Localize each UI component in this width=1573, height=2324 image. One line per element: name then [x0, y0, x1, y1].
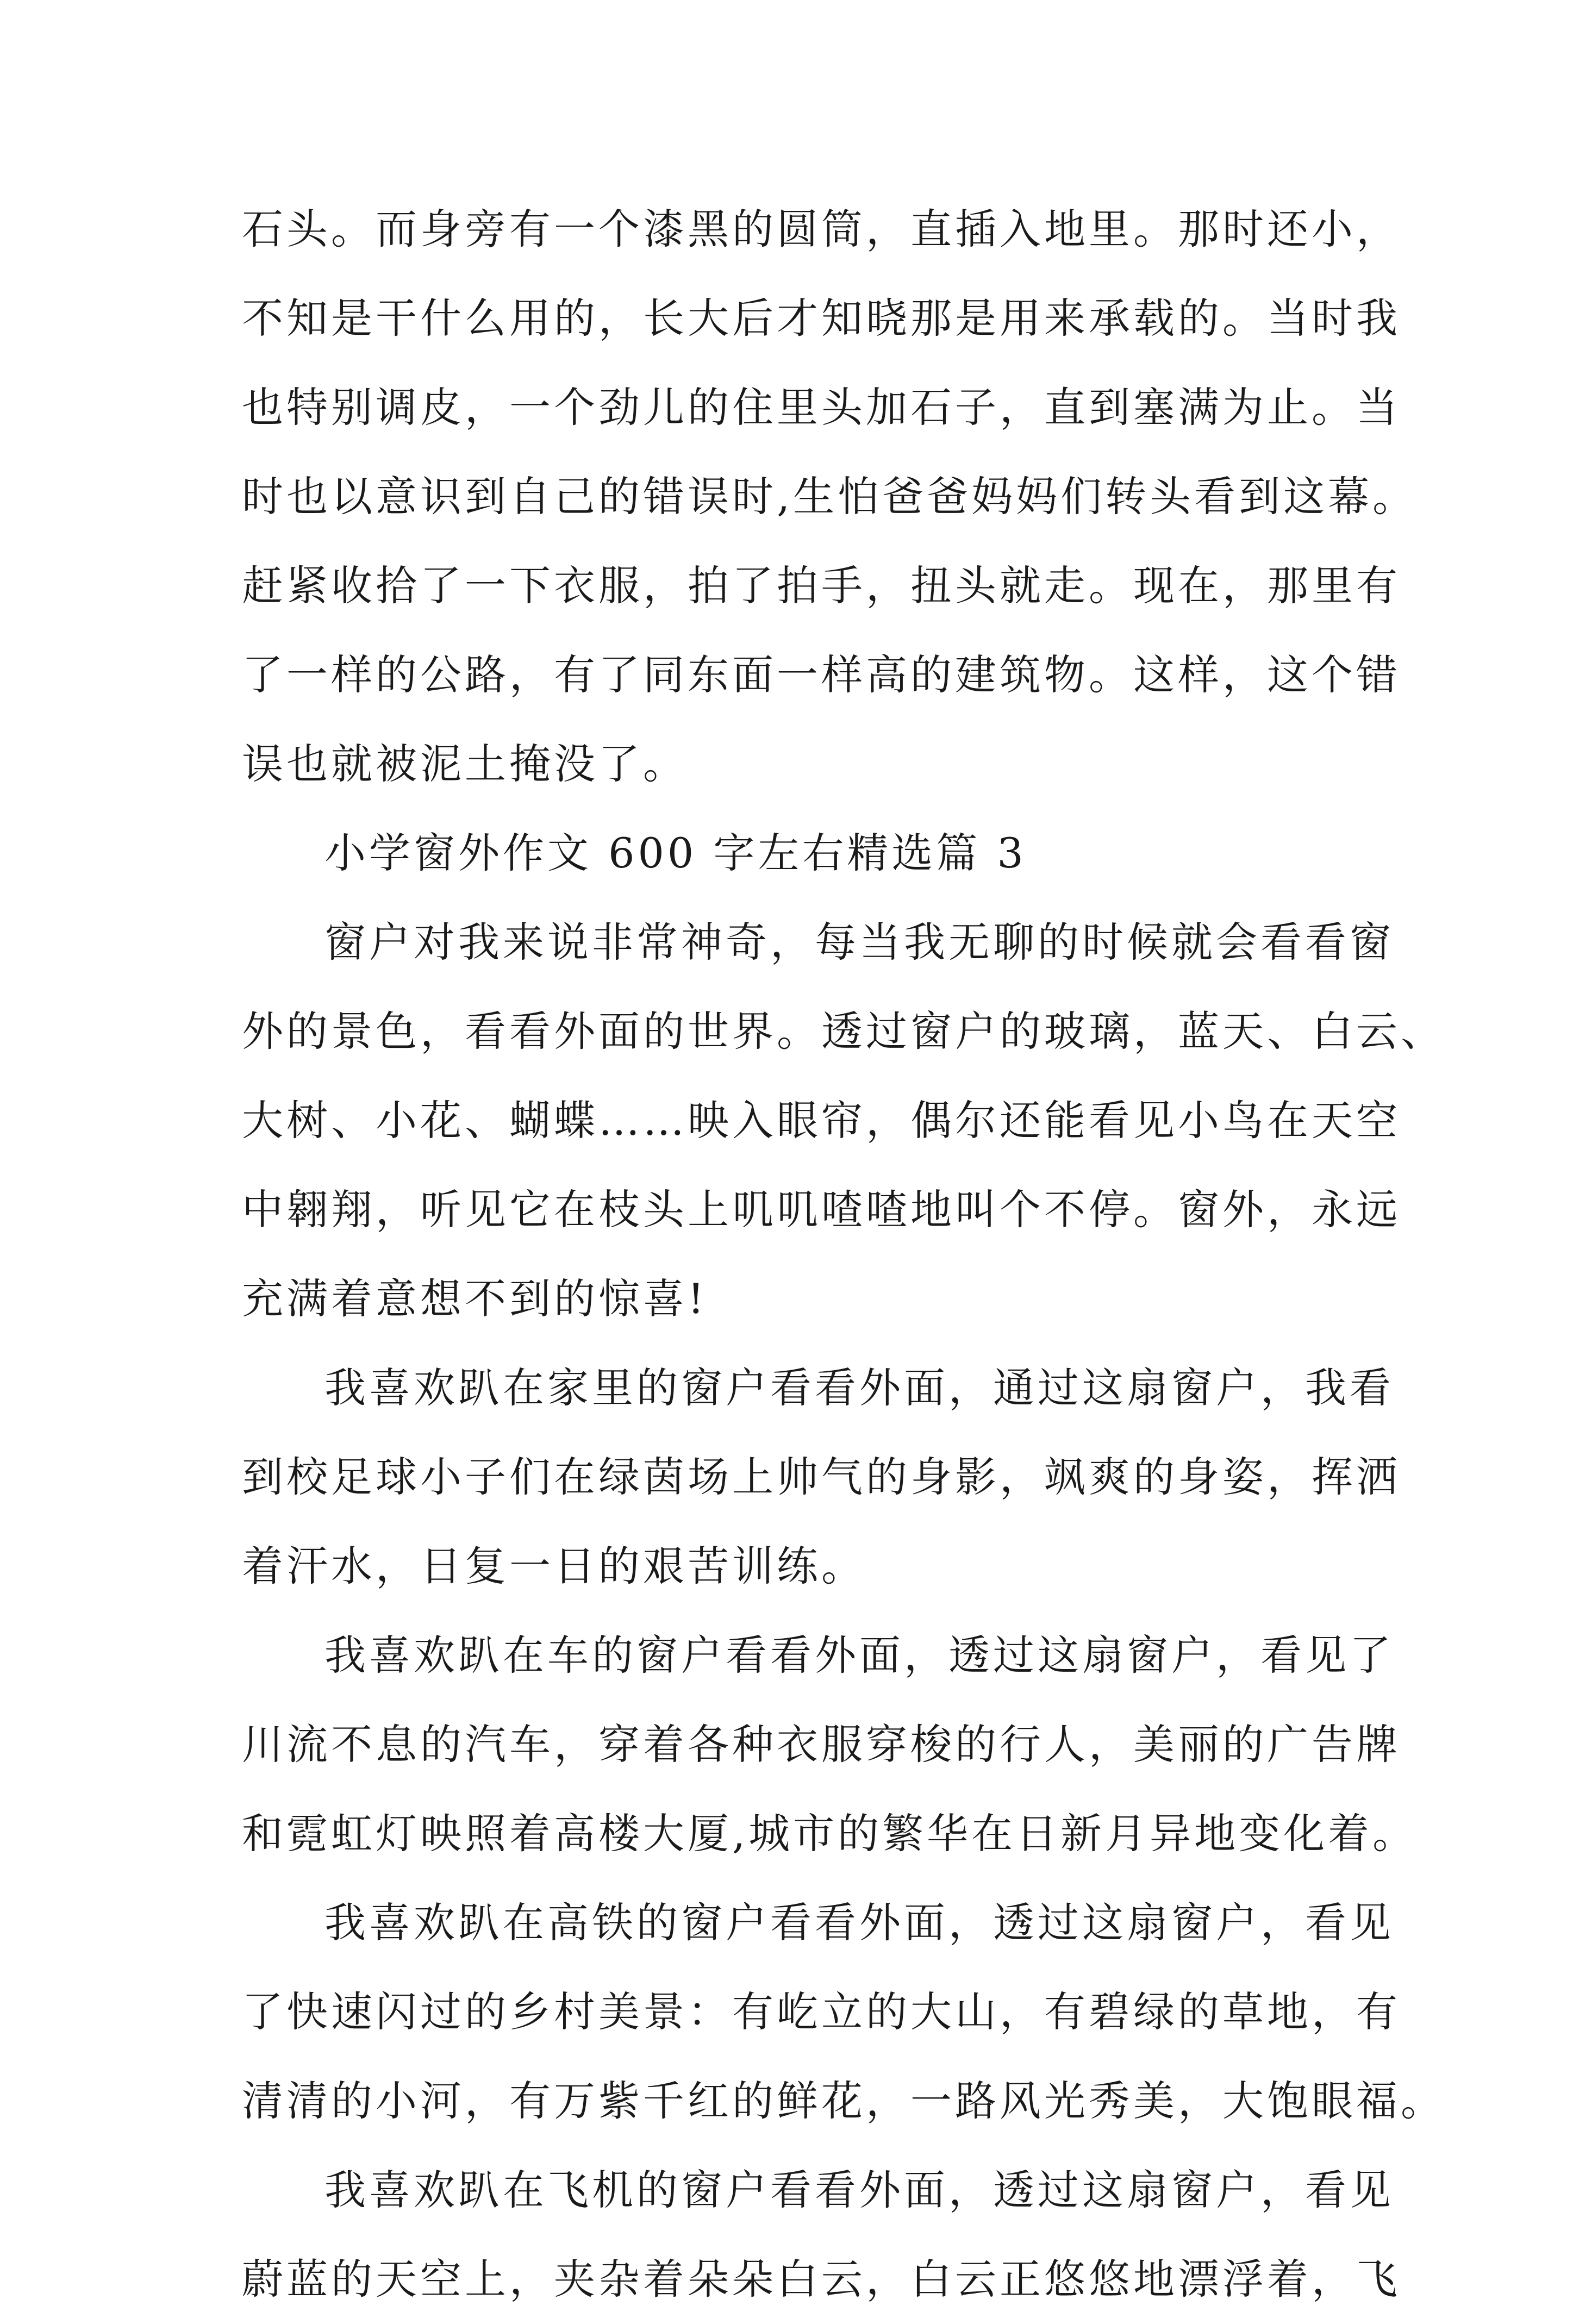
- text-line: 蔚蓝的天空上，夹杂着朵朵白云，白云正悠悠地漂浮着，飞: [242, 2255, 1401, 2303]
- text-line: 石头。而身旁有一个漆黑的圆筒，直插入地里。那时还小，: [242, 205, 1401, 253]
- text-line: 我喜欢趴在车的窗户看看外面，透过这扇窗户，看见了: [324, 1631, 1394, 1679]
- body-text: [242, 185, 1445, 2324]
- text-line: 了快速闪过的乡村美景：有屹立的大山，有碧绿的草地，有: [242, 1988, 1401, 2036]
- text-line: 窗户对我来说非常神奇，每当我无聊的时候就会看看窗: [324, 918, 1394, 966]
- text-line: 我喜欢趴在家里的窗户看看外面，通过这扇窗户，我看: [324, 1364, 1394, 1412]
- text-line: 清清的小河，有万紫千红的鲜花，一路风光秀美，大饱眼福。: [242, 2077, 1445, 2125]
- text-line: 到校足球小子们在绿茵场上帅气的身影，飒爽的身姿，挥洒: [242, 1453, 1401, 1501]
- text-line: 川流不息的汽车，穿着各种衣服穿梭的行人，美丽的广告牌: [242, 1720, 1401, 1769]
- text-line: 了一样的公路，有了同东面一样高的建筑物。这样，这个错: [242, 651, 1401, 699]
- text-line: 充满着意想不到的惊喜!: [242, 1275, 708, 1323]
- text-line: 外的景色，看看外面的世界。透过窗户的玻璃，蓝天、白云、: [242, 1007, 1445, 1055]
- text-line: 着汗水，日复一日的艰苦训练。: [242, 1542, 866, 1590]
- text-line: 赶紧收拾了一下衣服，拍了拍手，扭头就走。现在，那里有: [242, 561, 1401, 610]
- text-line: 时也以意识到自己的错误时,生怕爸爸妈妈们转头看到这幕。: [242, 472, 1418, 521]
- text-line: 大树、小花、蝴蝶……映入眼帘，偶尔还能看见小鸟在天空: [242, 1096, 1401, 1145]
- text-line: 中翱翔，听见它在枝头上叽叽喳喳地叫个不停。窗外，永远: [242, 1185, 1401, 1234]
- text-line: 误也就被泥土掩没了。: [242, 740, 688, 788]
- text-line: 也特别调皮，一个劲儿的住里头加石子，直到塞满为止。当: [242, 383, 1401, 432]
- text-line: 和霓虹灯映照着高楼大厦,城市的繁华在日新月异地变化着。: [242, 1809, 1418, 1858]
- section-heading: 小学窗外作文 600 字左右精选篇 3: [324, 829, 1027, 877]
- text-line: 我喜欢趴在高铁的窗户看看外面，透过这扇窗户，看见: [324, 1898, 1394, 1947]
- text-line: 不知是干什么用的，长大后才知晓那是用来承载的。当时我: [242, 294, 1401, 342]
- text-line: 我喜欢趴在飞机的窗户看看外面，透过这扇窗户，看见: [324, 2166, 1394, 2214]
